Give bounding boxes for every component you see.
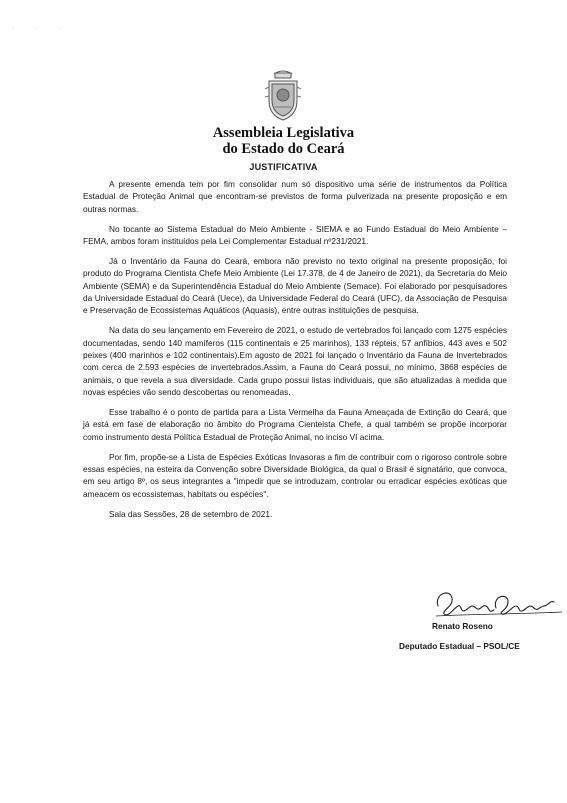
- scan-specks: · · ·: [12, 26, 72, 32]
- paragraph-6: Por fim, propõe-se a Lista de Espécies Exóticas Invasoras a fim de contribuir com o rigoroso controle sobre essas espécies, na esteira da Convenção sobre Diversidade Biológica, da qual o Brasil é signatário, que convoca, em seu artigo 8º, os seus integrantes a "impedir que se introduzam, controlar ou erradicar espécies exóticas que ameacem os ecossistemas, habitats ou espécies".: [83, 451, 507, 499]
- document-heading: JUSTIFICATIVA: [249, 162, 318, 172]
- session-date: Sala das Sessões, 28 de setembro de 2021.: [109, 508, 273, 519]
- signer-name: Renato Roseno: [432, 621, 493, 631]
- handwritten-signature: [432, 584, 567, 624]
- paragraph-2: No tocante ao Sistema Estadual do Meio Ambiente - SIEMA e ao Fundo Estadual do Meio Ambiente – FEMA, ambos foram instituídos pela Lei Complementar Estadual nº231/2021.: [83, 223, 507, 247]
- institution-name-line1: Assembleia Legislativa: [212, 125, 355, 141]
- paragraph-1: A presente emenda tem por fim consolidar num só dispositivo uma série de instrumentos da Política Estadual de Proteção Animal que encontram-se previstos de forma pulverizada na presente proposição e em outras normas.: [83, 179, 507, 214]
- paragraph-3: Já o Inventário da Fauna do Ceará, embora não previsto no texto original na presente proposição, foi produto do Programa Cientista Chefe Meio Ambiente (Lei 17.378, de 4 de Janeiro de 2021), da Secretaria do Meio Ambiente (SEMA) e da Superintendência Estadual do Meio Ambiente (Semace). Foi elaborado por pesquisadores da Universidade Estadual do Ceará (Uece), da Universidade Federal do Ceará (UFC), da Associação de Pesquisa e Preservação de Ecossistemas Aquáticos (Aquasis), entre outras instituições de pesquisa.: [83, 255, 507, 316]
- institution-name-line2: do Estado do Ceará: [222, 141, 345, 157]
- signer-role: Deputado Estadual – PSOL/CE: [399, 641, 520, 651]
- paragraph-5: Esse trabalho é o ponto de partida para a Lista Vermelha da Fauna Ameaçada de Extinção do Ceará, que já está em fase de elaboração no âmbito do Programa Cienteista Chefe, a qual também se propõe incorporar como instrumento desta Política Estadual de Proteção Animal, no inciso VI acima.: [83, 407, 507, 442]
- paragraph-4: Na data do seu lançamento em Fevereiro de 2021, o estudo de vertebrados foi lançado com 1275 espécies documentadas, sendo 140 mamíferos (115 continentais e 25 marinhos), 133 répteis, 57 anfíbios, 443 aves e 502 peixes (400 marinhos e 102 continentais).Em agosto de 2021 foi lançado o Inventário da Fauna de Invertebrados com cerca de 2.593 espécies de invertebrados.Assim, a Fauna do Ceará possui, no mínimo, 3868 espécies de animais, o que revela a sua diversidade. Cada grupo possui listas individuais, que são atualizadas à medida que novas espécies vão sendo descobertas ou renomeadas.: [83, 325, 507, 398]
- state-seal-icon: [261, 67, 305, 123]
- document-body: [83, 178, 507, 527]
